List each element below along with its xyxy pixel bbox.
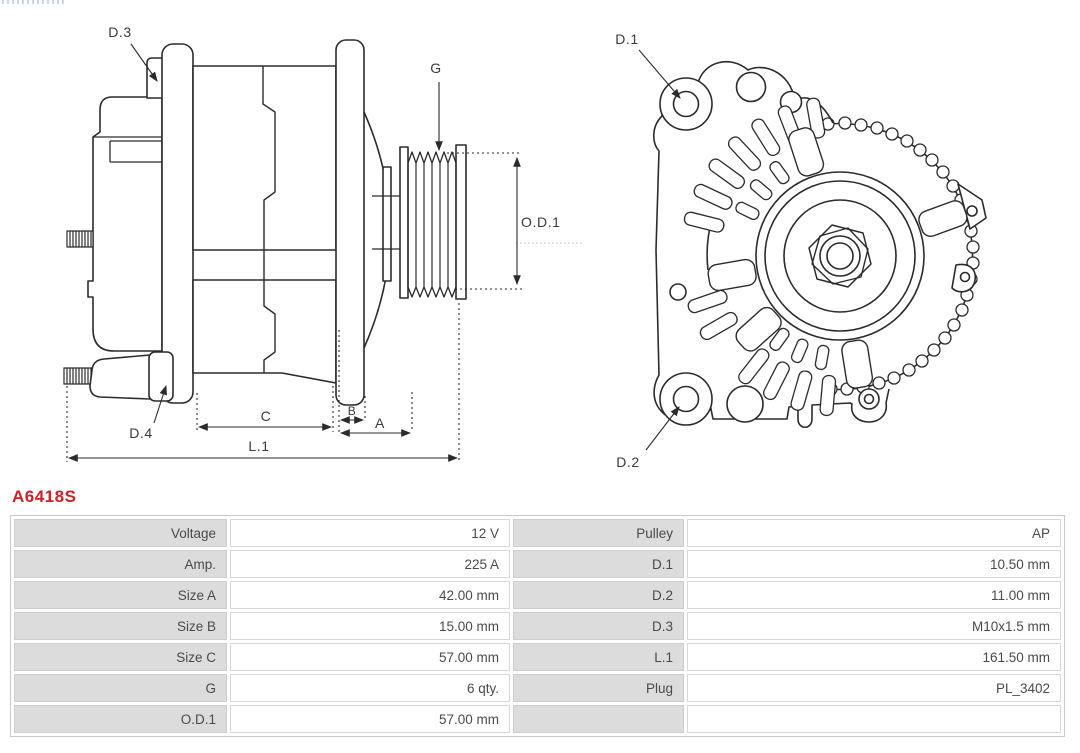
spec-value: 6 qty.: [230, 674, 510, 702]
spec-label: [513, 705, 684, 733]
terminal-stud-upper: [67, 231, 93, 247]
pulley-rib-grooves: [408, 163, 456, 287]
spec-label: Amp.: [14, 550, 227, 578]
pulley-left-flange: [400, 147, 408, 298]
table-row: [14, 612, 1061, 640]
spec-label: O.D.1: [14, 705, 227, 733]
lug-foot: [149, 352, 173, 401]
spec-label: Size C: [14, 643, 227, 671]
bottom-lug: [90, 355, 150, 399]
table-row: [14, 519, 1061, 547]
pulley-right-flange: [456, 145, 466, 299]
lower-hole-large: [727, 386, 763, 422]
label-od1: O.D.1: [521, 214, 561, 230]
spec-value: 225 A: [230, 550, 510, 578]
callout-arrow-d1: [639, 50, 680, 98]
spec-label: D.2: [513, 581, 684, 609]
spec-value: [687, 705, 1061, 733]
spec-label: D.3: [513, 612, 684, 640]
label-d2: D.2: [616, 454, 640, 470]
spec-label: Plug: [513, 674, 684, 702]
label-d4: D.4: [129, 425, 153, 441]
spec-value: AP: [687, 519, 1061, 547]
rear-bracket-band: [162, 44, 193, 403]
right-tab-hole: [967, 206, 977, 216]
label-dim-a: A: [375, 415, 385, 431]
spec-value: 161.50 mm: [687, 643, 1061, 671]
label-d1: D.1: [615, 31, 639, 47]
shaft-spacer-plate: [383, 167, 391, 281]
table-row: [14, 550, 1061, 578]
spec-value: 12 V: [230, 519, 510, 547]
spec-value: M10x1.5 mm: [687, 612, 1061, 640]
spec-label: G: [14, 674, 227, 702]
side-view: [64, 40, 466, 405]
table-row: [14, 643, 1061, 671]
pulley-rib-top: [408, 152, 456, 163]
shaft-bore: [827, 243, 853, 269]
pulley-rib-bottom: [408, 287, 456, 297]
table-row: [14, 674, 1061, 702]
label-dim-b: B: [347, 404, 357, 418]
label-dim-l1: L.1: [248, 438, 270, 454]
rear-cover-outline: [88, 97, 162, 351]
part-number: A6418S: [12, 487, 77, 506]
spec-value: 57.00 mm: [230, 705, 510, 733]
spec-table: [10, 515, 1065, 737]
lower-lug-hole: [674, 387, 699, 412]
spec-value: 10.50 mm: [687, 550, 1061, 578]
spec-label: Voltage: [14, 519, 227, 547]
terminal-stud-lower: [64, 368, 92, 384]
mid-left-hole: [670, 284, 686, 300]
front-view-labels: [615, 31, 640, 470]
label-d3: D.3: [108, 24, 132, 40]
top-hole-large: [737, 73, 766, 102]
spec-value: 42.00 mm: [230, 581, 510, 609]
pulley: [400, 145, 466, 299]
spec-value: 15.00 mm: [230, 612, 510, 640]
spec-value: 57.00 mm: [230, 643, 510, 671]
label-g: G: [430, 60, 442, 76]
spec-value: PL_3402: [687, 674, 1061, 702]
bottom-right-lug-hole: [865, 395, 874, 404]
spec-label: Size A: [14, 581, 227, 609]
spec-label: L.1: [513, 643, 684, 671]
table-row: [14, 705, 1061, 733]
front-view: [654, 62, 986, 428]
label-dim-c: C: [260, 408, 272, 424]
front-bracket-band: [336, 40, 364, 405]
right-lower-tab-hole: [961, 273, 970, 282]
spec-label: Size B: [14, 612, 227, 640]
spec-value: 11.00 mm: [687, 581, 1061, 609]
spec-label: D.1: [513, 550, 684, 578]
table-row: [14, 581, 1061, 609]
spec-label: Pulley: [513, 519, 684, 547]
